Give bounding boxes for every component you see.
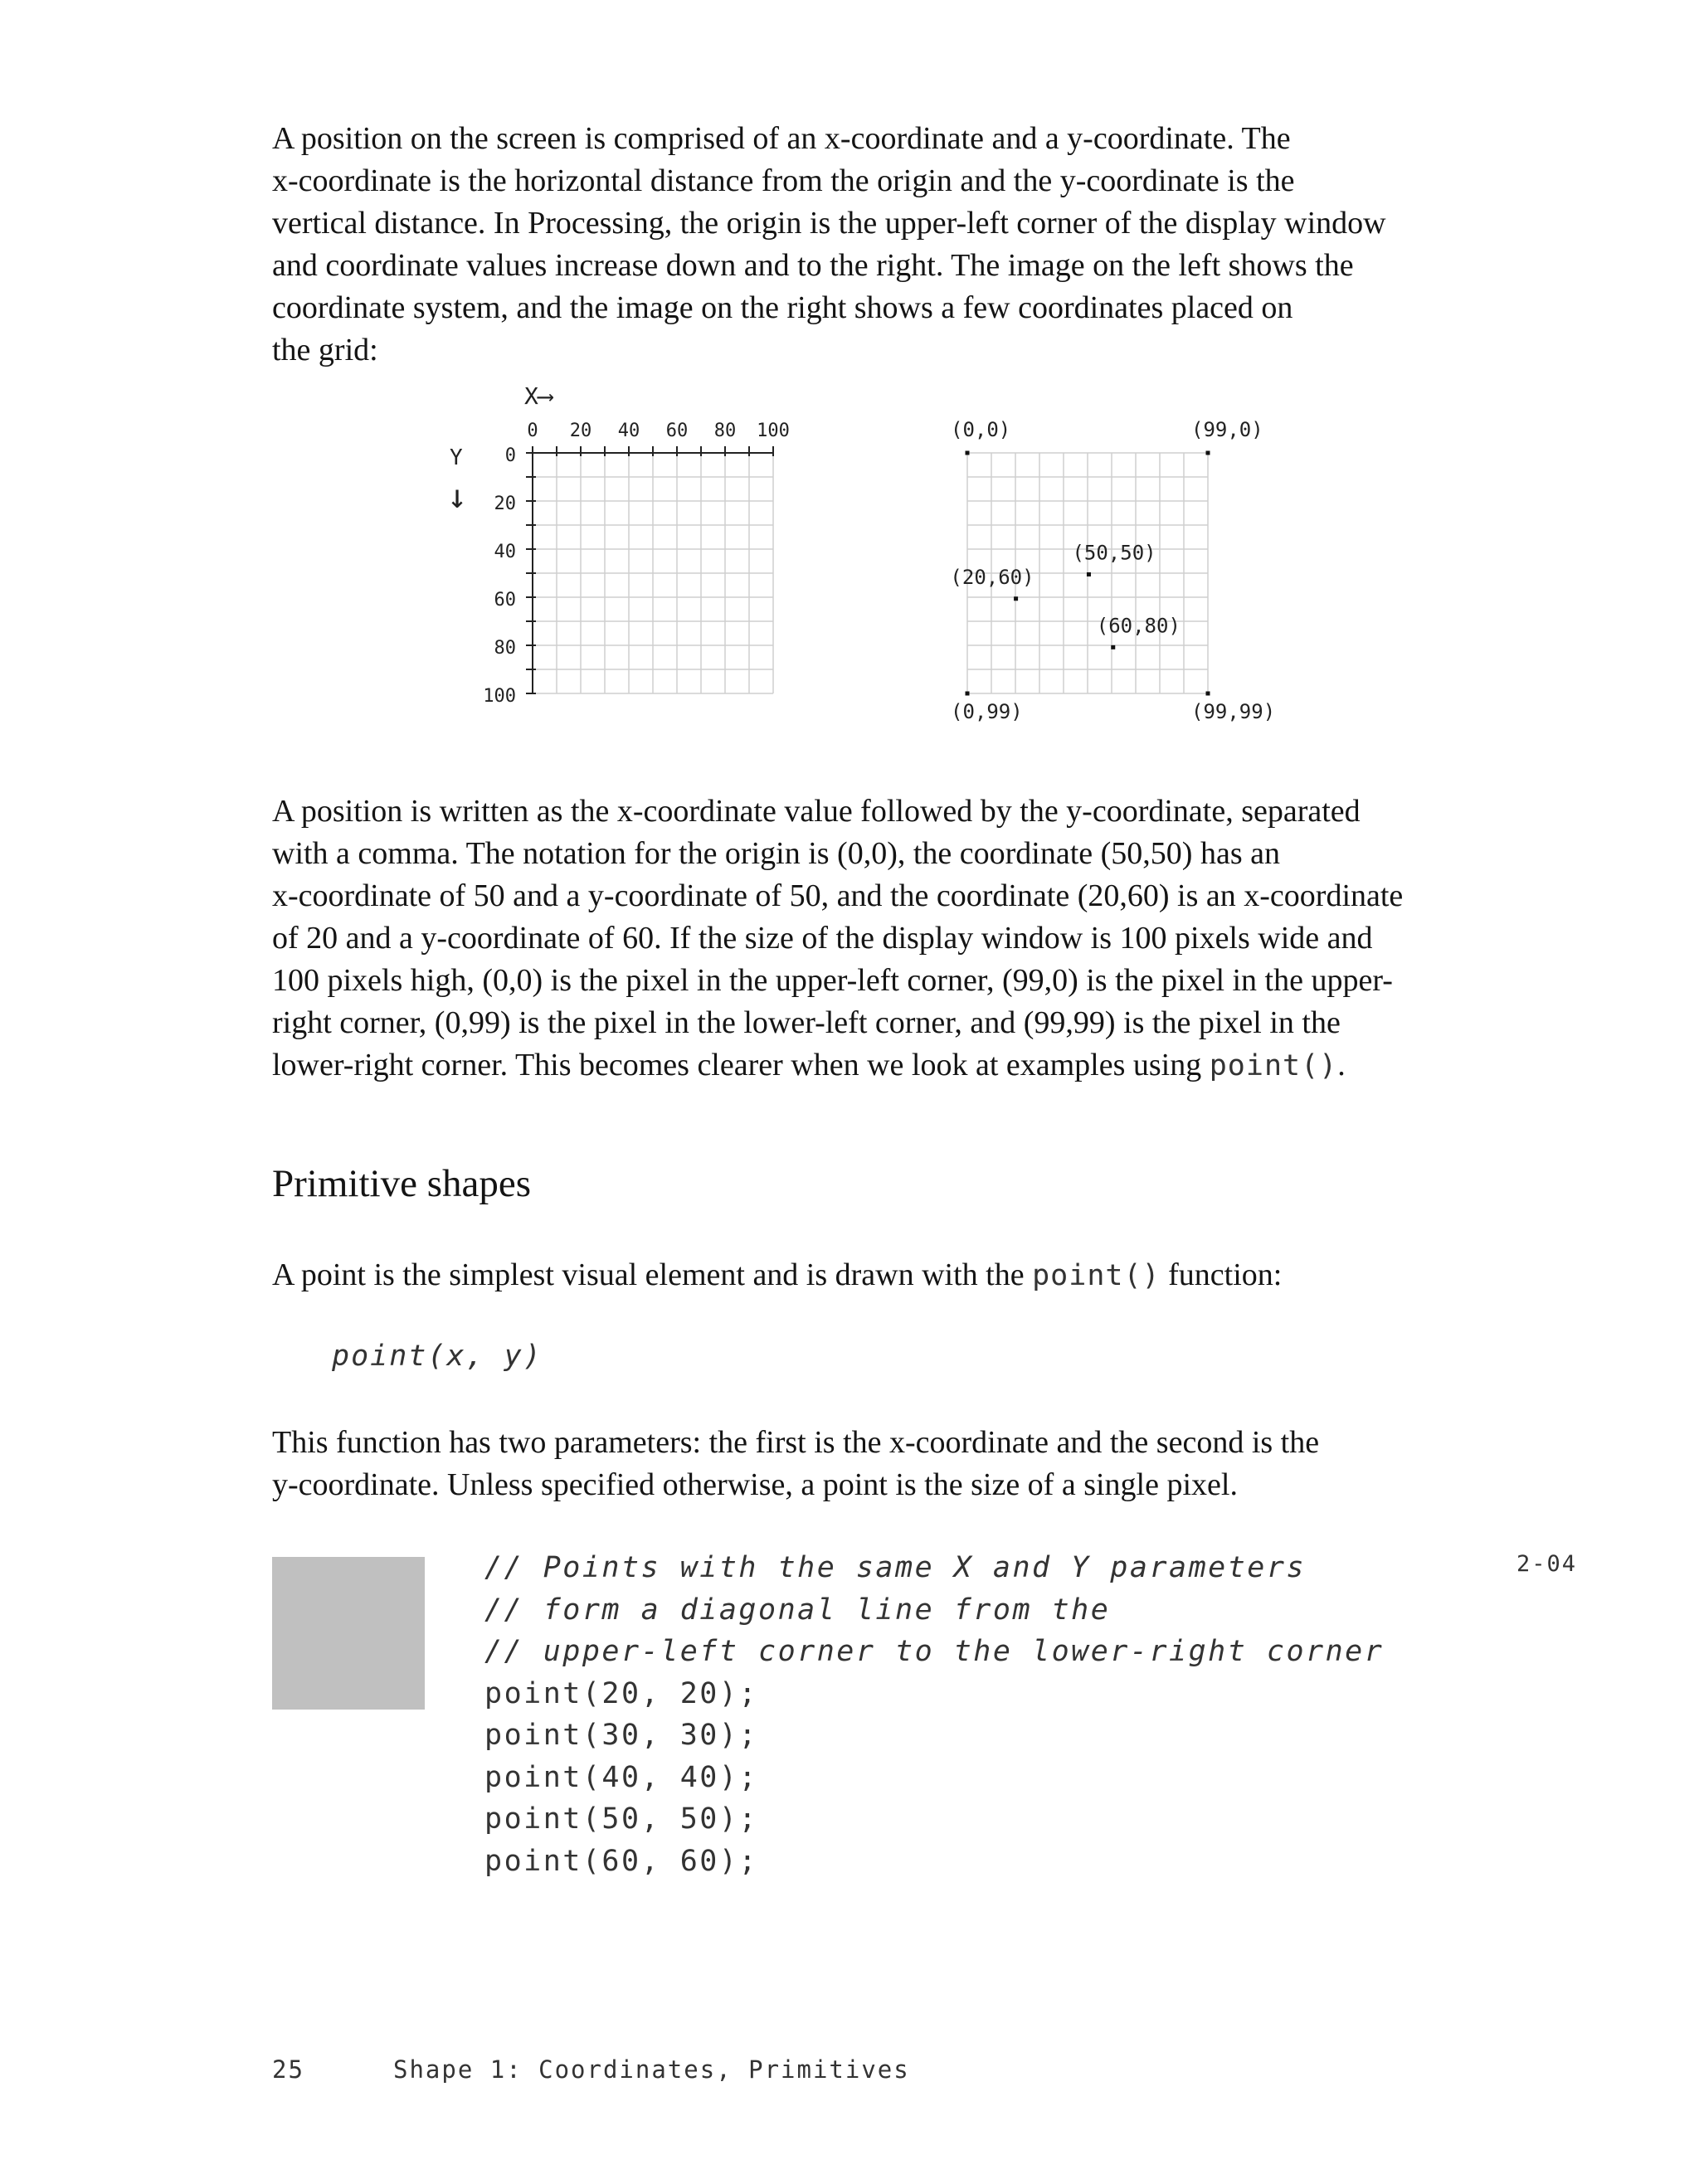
x-tick-label: 80 bbox=[713, 421, 737, 441]
code-line: point(20, 20); bbox=[484, 1676, 759, 1710]
y-tick-label: 40 bbox=[494, 542, 516, 562]
point-label: (99,0) bbox=[1191, 418, 1263, 441]
text-line: and coordinate values increase down and to the right. The image on the left shows the bbox=[272, 248, 1354, 283]
y-tick-label: 0 bbox=[504, 445, 516, 466]
intro-paragraph bbox=[272, 118, 1483, 372]
page-number: 25 bbox=[272, 2055, 304, 2084]
text-line: 100 pixels high, (0,0) is the pixel in the upper-left corner, (99,0) is the pixel in the upper- bbox=[272, 963, 1393, 998]
function-signature: point(x, y) bbox=[332, 1340, 543, 1373]
y-tick-label: 20 bbox=[494, 494, 516, 514]
point-label: (20,60) bbox=[950, 565, 1034, 589]
notation-paragraph bbox=[272, 790, 1483, 1087]
code-line: point(40, 40); bbox=[484, 1760, 759, 1794]
x-tick-label: 20 bbox=[569, 421, 592, 441]
point-label: (60,80) bbox=[1096, 614, 1181, 638]
x-tick-label: 60 bbox=[665, 421, 689, 441]
text-line: right corner, (0,99) is the pixel in the lower-left corner, and (99,99) is the pixel in the bbox=[272, 1005, 1341, 1040]
x-tick-labels bbox=[527, 421, 790, 441]
point-label: (0,0) bbox=[951, 418, 1011, 441]
y-tick-label: 80 bbox=[494, 638, 516, 659]
text-line: This function has two parameters: the first is the x-coordinate and the second is the bbox=[272, 1425, 1320, 1460]
axis-ticks bbox=[526, 446, 773, 693]
y-tick-label: 100 bbox=[483, 686, 516, 707]
point-label: (99,99) bbox=[1191, 700, 1276, 723]
text-line bbox=[272, 1044, 1483, 1087]
text-line: the grid: bbox=[272, 333, 378, 367]
text-line: with a comma. The notation for the origin is (0,0), the coordinate (50,50) has an bbox=[272, 836, 1280, 871]
text-line: vertical distance. In Processing, the origin is the upper-left corner of the display window bbox=[272, 206, 1386, 241]
point-intro-paragraph bbox=[272, 1254, 1483, 1297]
code-comment-line: // upper-left corner to the lower-right corner bbox=[484, 1635, 1385, 1668]
code-line: point(50, 50); bbox=[484, 1802, 759, 1836]
inline-code: point() bbox=[1209, 1049, 1338, 1082]
parameters-paragraph bbox=[272, 1422, 1483, 1506]
code-line: point(60, 60); bbox=[484, 1844, 759, 1878]
point-label: (0,99) bbox=[951, 700, 1023, 723]
point-marker bbox=[1206, 451, 1210, 455]
point-marker bbox=[966, 692, 970, 696]
point-label: (50,50) bbox=[1072, 541, 1156, 565]
text-fragment: lower-right corner. This becomes clearer when we look at examples using bbox=[272, 1048, 1210, 1082]
coordinate-grid bbox=[533, 453, 773, 693]
text-fragment: function: bbox=[1160, 1257, 1283, 1292]
text-line: A position is written as the x-coordinate value followed by the y-coordinate, separated bbox=[272, 794, 1361, 829]
x-tick-label: 100 bbox=[757, 421, 790, 441]
x-axis-label: X⟶ bbox=[524, 382, 553, 410]
y-axis-label: Y bbox=[450, 445, 463, 470]
example-output-image bbox=[272, 1557, 425, 1710]
point-marker bbox=[966, 451, 970, 455]
code-line: point(30, 30); bbox=[484, 1719, 759, 1752]
code-example bbox=[484, 1547, 1384, 1882]
text-line: of 20 and a y-coordinate of 60. If the size of the display window is 100 pixels wide and bbox=[272, 921, 1373, 956]
point-marker bbox=[1206, 692, 1210, 696]
text-line: x-coordinate of 50 and a y-coordinate of 50, and the coordinate (20,60) is an x-coordinate bbox=[272, 878, 1404, 913]
code-comment-line: // Points with the same X and Y parameters bbox=[484, 1551, 1307, 1584]
point-marker bbox=[1087, 572, 1091, 576]
coordinate-points-figure bbox=[950, 418, 1275, 723]
x-tick-label: 40 bbox=[617, 421, 640, 441]
point-labels bbox=[950, 418, 1275, 723]
inline-code: point() bbox=[1032, 1259, 1161, 1292]
y-tick-labels bbox=[483, 445, 516, 707]
coordinate-diagram bbox=[415, 373, 1327, 747]
example-number: 2-04 bbox=[1516, 1551, 1578, 1577]
text-line bbox=[272, 1254, 1483, 1297]
text-fragment: A point is the simplest visual element and is drawn with the bbox=[272, 1257, 1033, 1292]
x-tick-label: 0 bbox=[527, 421, 538, 441]
y-tick-label: 60 bbox=[494, 590, 516, 610]
chapter-title-footer: Shape 1: Coordinates, Primitives bbox=[393, 2055, 910, 2084]
point-marker bbox=[1111, 645, 1115, 649]
text-fragment: . bbox=[1337, 1048, 1346, 1082]
section-heading: Primitive shapes bbox=[272, 1162, 531, 1205]
point-marker bbox=[1014, 596, 1018, 601]
coordinate-system-figure bbox=[447, 382, 790, 707]
text-line: y-coordinate. Unless specified otherwise, a point is the size of a single pixel. bbox=[272, 1467, 1238, 1502]
text-line: A position on the screen is comprised of an x-coordinate and a y-coordinate. The bbox=[272, 121, 1291, 156]
text-line: coordinate system, and the image on the right shows a few coordinates placed on bbox=[272, 290, 1293, 325]
y-axis-arrow-icon: ↓ bbox=[447, 478, 468, 516]
code-comment-line: // form a diagonal line from the bbox=[484, 1593, 1111, 1627]
text-line: x-coordinate is the horizontal distance from the origin and the y-coordinate is the bbox=[272, 163, 1295, 198]
